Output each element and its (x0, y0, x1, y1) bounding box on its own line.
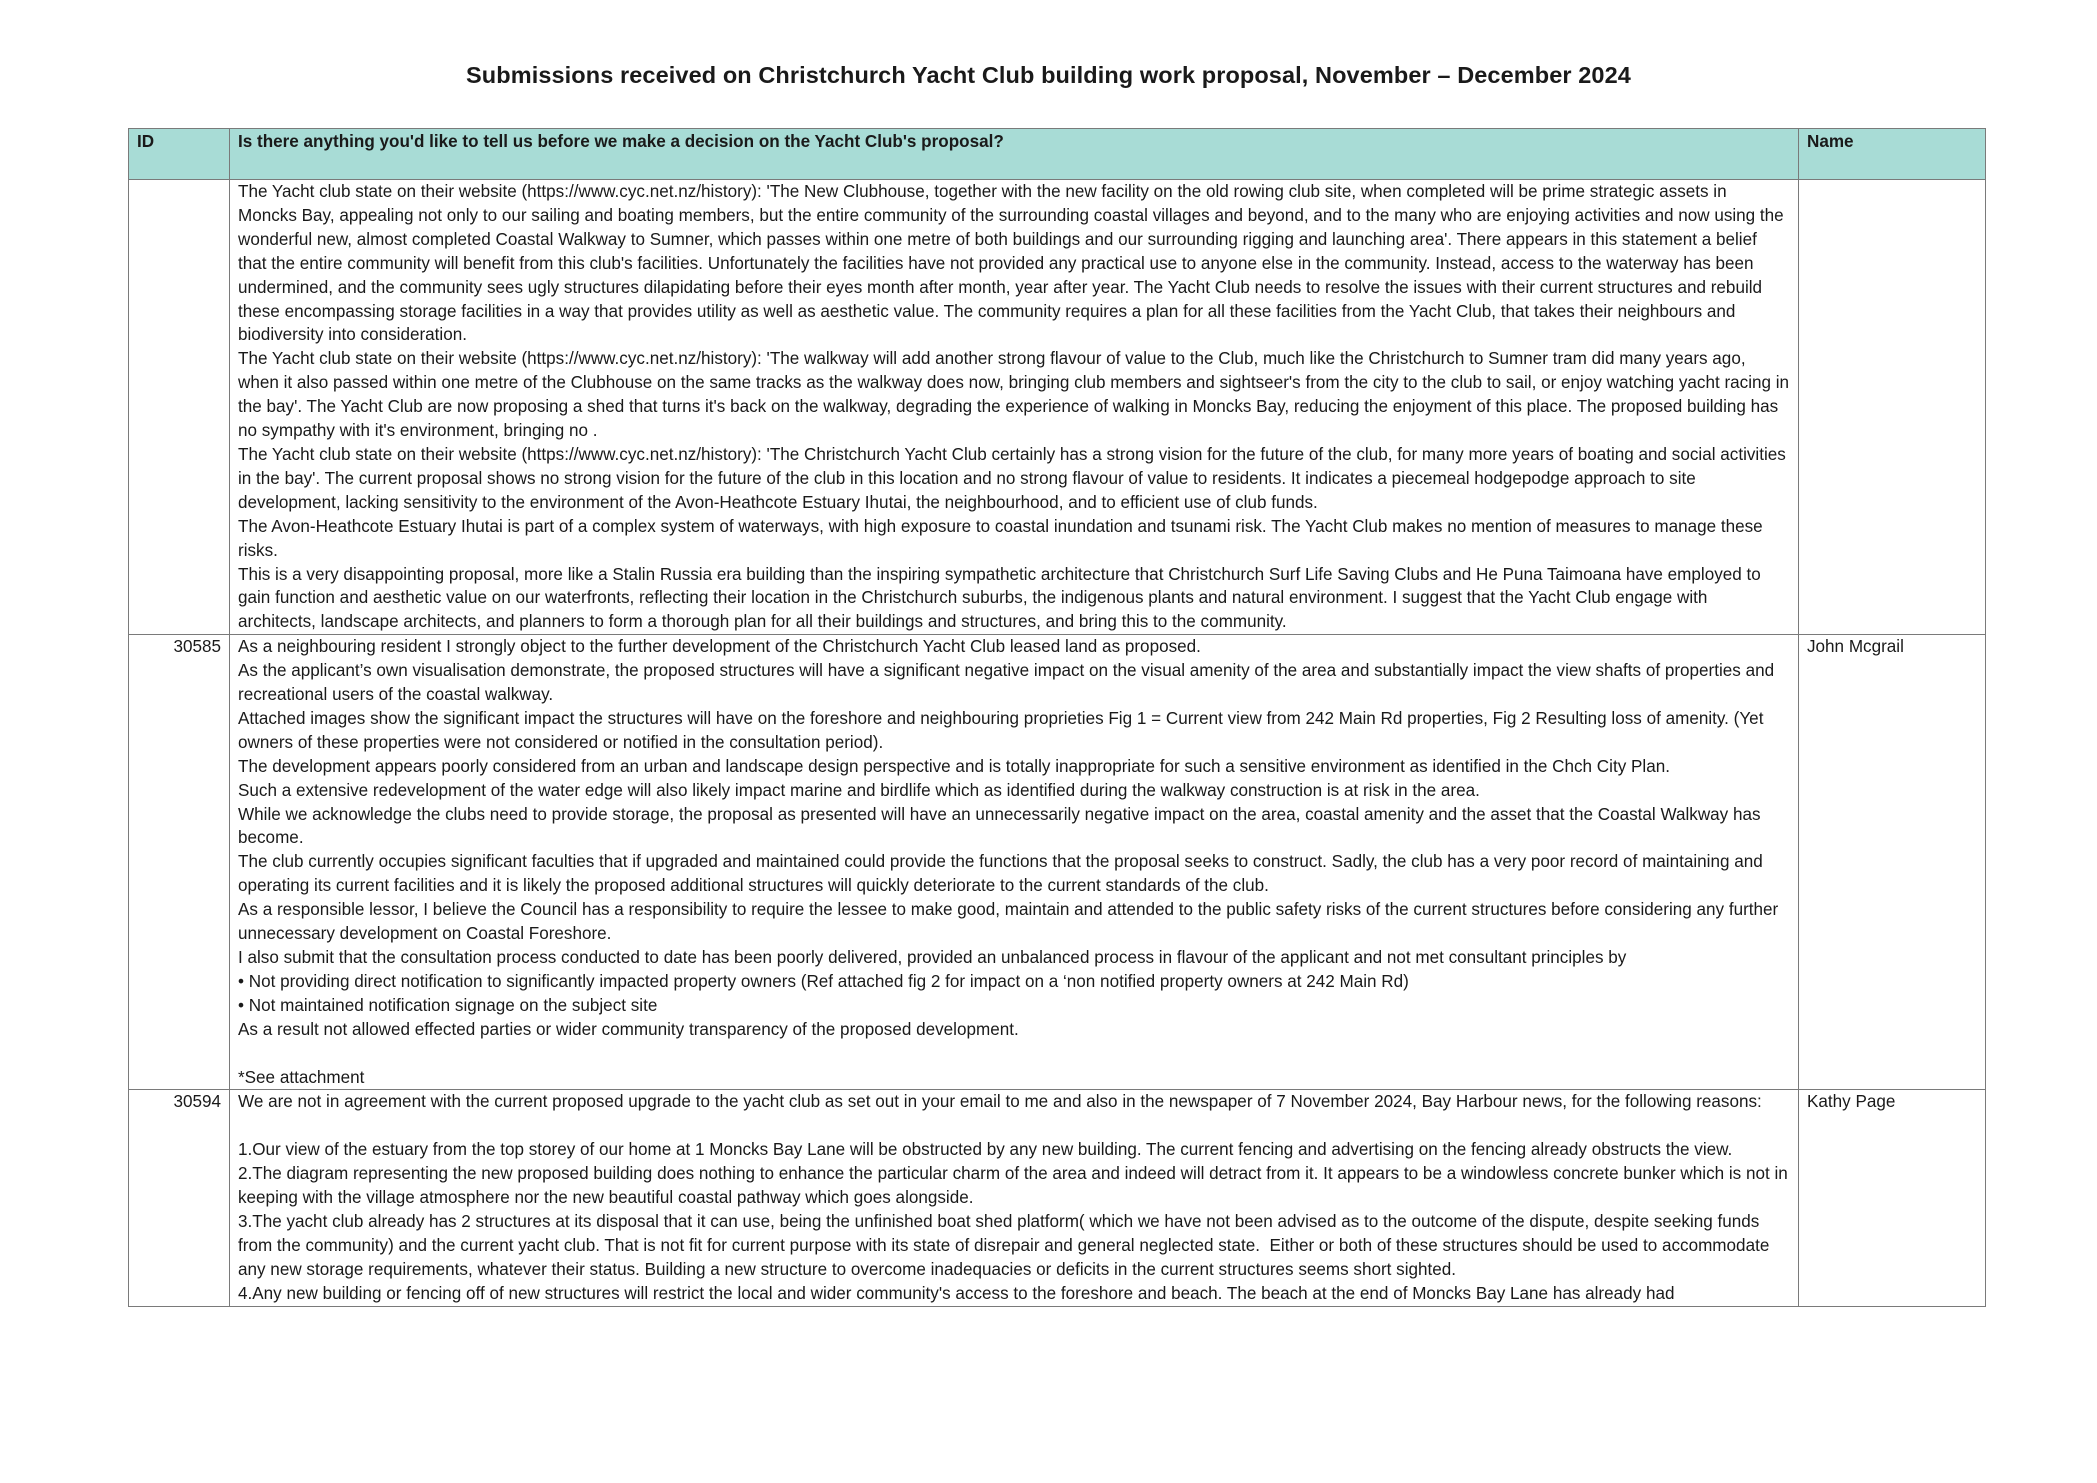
response-paragraph (238, 1114, 1790, 1138)
response-paragraph: The development appears poorly considered from an urban and landscape design perspective and is totally inappropriate for such a sensitive environment as identified in the Chch City Plan. (238, 756, 1670, 776)
response-paragraph: *See attachment (238, 1067, 365, 1087)
response-paragraph: The club currently occupies significant faculties that if upgraded and maintained could provide the functions that the proposal seeks to construct. Sadly, the club has a very poor record of maintaining and operating its current facilities and it is likely the proposed additional structures will quickly deteriorate to the current standards of the club. (238, 852, 1768, 896)
submission-id: 30585 (129, 635, 230, 1090)
response-paragraph: Such a extensive redevelopment of the water edge will also likely impact marine and birdlife which as identified during the walkway construction is at risk in the area. (238, 780, 1480, 800)
response-paragraph: This is a very disappointing proposal, more like a Stalin Russia era building than the inspiring sympathetic architecture that Christchurch Surf Life Saving Clubs and He Puna Taimoana have employed to gain function and aesthetic value on our waterfronts, reflecting their location in the Christchurch suburbs, the indigenous plants and natural environment. I suggest that the Yacht Club engage with architects, landscape architects, and planners to form a thorough plan for all their buildings and structures, and bring this to the community. (238, 564, 1766, 632)
response-paragraph: The Avon-Heathcote Estuary Ihutai is part of a complex system of waterways, with high exposure to coastal inundation and tsunami risk. The Yacht Club makes no mention of measures to manage these risks. (238, 516, 1768, 560)
column-header-response: Is there anything you'd like to tell us before we make a decision on the Yacht Club's proposal? (230, 129, 1799, 180)
table-body (129, 180, 1986, 1307)
submitter-name: John Mcgrail (1799, 635, 1986, 1090)
column-header-name: Name (1799, 129, 1986, 180)
column-header-id: ID (129, 129, 230, 180)
response-paragraph: While we acknowledge the clubs need to provide storage, the proposal as presented will have an unnecessarily negative impact on the area, coastal amenity and the asset that the Coastal Walkway has become. (238, 804, 1766, 848)
table-row (129, 1090, 1986, 1306)
submitter-name: Kathy Page (1799, 1090, 1986, 1306)
submission-id (129, 180, 230, 635)
response-paragraph: • Not providing direct notification to significantly impacted property owners (Ref attached fig 2 for impact on a ‘non notified property owners at 242 Main Rd) (238, 971, 1409, 991)
response-paragraph: 1.Our view of the estuary from the top storey of our home at 1 Moncks Bay Lane will be obstructed by any new building. The current fencing and advertising on the fencing already obstructs the view. (238, 1140, 1733, 1160)
table-row (129, 635, 1986, 1090)
response-paragraph: The Yacht club state on their website (https://www.cyc.net.nz/history): 'The New Clubhouse, together with the new facility on the old rowing club site, when completed will be prime strategic assets in Moncks Bay, appealing not only to our sailing and boating members, but the entire community of the surrounding coastal villages and beyond, and to the many who are enjoying activities and now using the wonderful new, almost completed Coastal Walkway to Sumner, which passes within one metre of both buildings and our surrounding rigging and launching area'. There appears in this statement a belief that the entire community will benefit from this club's facilities. Unfortunately the facilities have not provided any practical use to anyone else in the community. Instead, access to the waterway has been undermined, and the community sees ugly structures dilapidating before their eyes month after month, year after year. The Yacht Club needs to resolve the issues with their current structures and rebuild these encompassing storage facilities in a way that provides utility as well as aesthetic value. The community requires a plan for all these facilities from the Yacht Club, that takes their neighbours and biodiversity into consideration. (238, 182, 1789, 345)
response-paragraph (238, 1042, 1790, 1066)
response-paragraph: 3.The yacht club already has 2 structures at its disposal that it can use, being the unfinished boat shed platform( which we have not been advised as to the outcome of the dispute, despite seeking funds from the community) and the current yacht club. That is not fit for current purpose with its state of disrepair and general neglected state. Either or both of these structures should be used to accommodate any new storage requirements, whatever their status. Building a new structure to overcome inadequacies or deficits in the current structures seems short sighted. (238, 1211, 1775, 1279)
table-row (129, 180, 1986, 635)
response-paragraph: I also submit that the consultation process conducted to date has been poorly delivered, provided an unbalanced process in flavour of the applicant and not met consultant principles by (238, 948, 1627, 967)
response-paragraph: The Yacht club state on their website (https://www.cyc.net.nz/history): 'The walkway will add another strong flavour of value to the Club, much like the Christchurch to Sumner tram did many years ago, when it also passed within one metre of the Clubhouse on the same tracks as the walkway does now, bringing club members and sightseer's from the city to the club to sail, or enjoy watching yacht racing in the bay'. The Yacht Club are now proposing a shed that turns it's back on the walkway, degrading the experience of walking in Moncks Bay, reducing the enjoyment of this place. The proposed building has no sympathy with it's environment, bringing no . (238, 349, 1794, 441)
submissions-table (128, 128, 1986, 1307)
submitter-name (1799, 180, 1986, 635)
submission-response (230, 1090, 1799, 1306)
response-paragraph: Attached images show the significant impact the structures will have on the foreshore and neighbouring proprieties Fig 1 = Current view from 242 Main Rd properties, Fig 2 Resulting loss of amenity. (Yet owners of these properties were not considered or notified in the consultation period). (238, 708, 1769, 752)
response-paragraph: The Yacht club state on their website (https://www.cyc.net.nz/history): 'The Christchurch Yacht Club certainly has a strong vision for the future of the club, for many more years of boating and social activities in the bay'. The current proposal shows no strong vision for the future of the club in this location and no strong flavour of value to residents. It indicates a piecemeal hodgepodge approach to site development, lacking sensitivity to the environment of the Avon-Heathcote Estuary Ihutai, the neighbourhood, and to efficient use of club funds. (238, 444, 1791, 512)
submission-response (230, 180, 1799, 635)
response-paragraph: We are not in agreement with the current proposed upgrade to the yacht club as set out in your email to me and also in the newspaper of 7 November 2024, Bay Harbour news, for the following reasons: (238, 1092, 1762, 1112)
submission-response (230, 635, 1799, 1090)
response-paragraph: As a neighbouring resident I strongly object to the further development of the Christchurch Yacht Club leased land as proposed. (238, 637, 1201, 657)
response-paragraph: • Not maintained notification signage on the subject site (238, 995, 658, 1015)
response-paragraph: 2.The diagram representing the new proposed building does nothing to enhance the particular charm of the area and indeed will detract from it. It appears to be a windowless concrete bunker which is not in keeping with the village atmosphere nor the new beautiful coastal pathway which goes alongside. (238, 1164, 1793, 1208)
response-paragraph: 4.Any new building or fencing off of new structures will restrict the local and wider community's access to the foreshore and beach. The beach at the end of Moncks Bay Lane has already had (238, 1283, 1675, 1303)
response-paragraph: As a result not allowed effected parties or wider community transparency of the proposed development. (238, 1019, 1019, 1039)
page-title: Submissions received on Christchurch Yacht Club building work proposal, November – December 2024 (466, 62, 1631, 88)
table-header-row (129, 129, 1986, 180)
submission-id: 30594 (129, 1090, 230, 1306)
response-paragraph: As the applicant’s own visualisation demonstrate, the proposed structures will have a significant negative impact on the visual amenity of the area and substantially impact the view shafts of properties and recreational users of the coastal walkway. (238, 661, 1779, 705)
response-paragraph: As a responsible lessor, I believe the Council has a responsibility to require the lessee to make good, maintain and attended to the public safety risks of the current structures before considering any further unnecessary development on Coastal Foreshore. (238, 900, 1783, 944)
